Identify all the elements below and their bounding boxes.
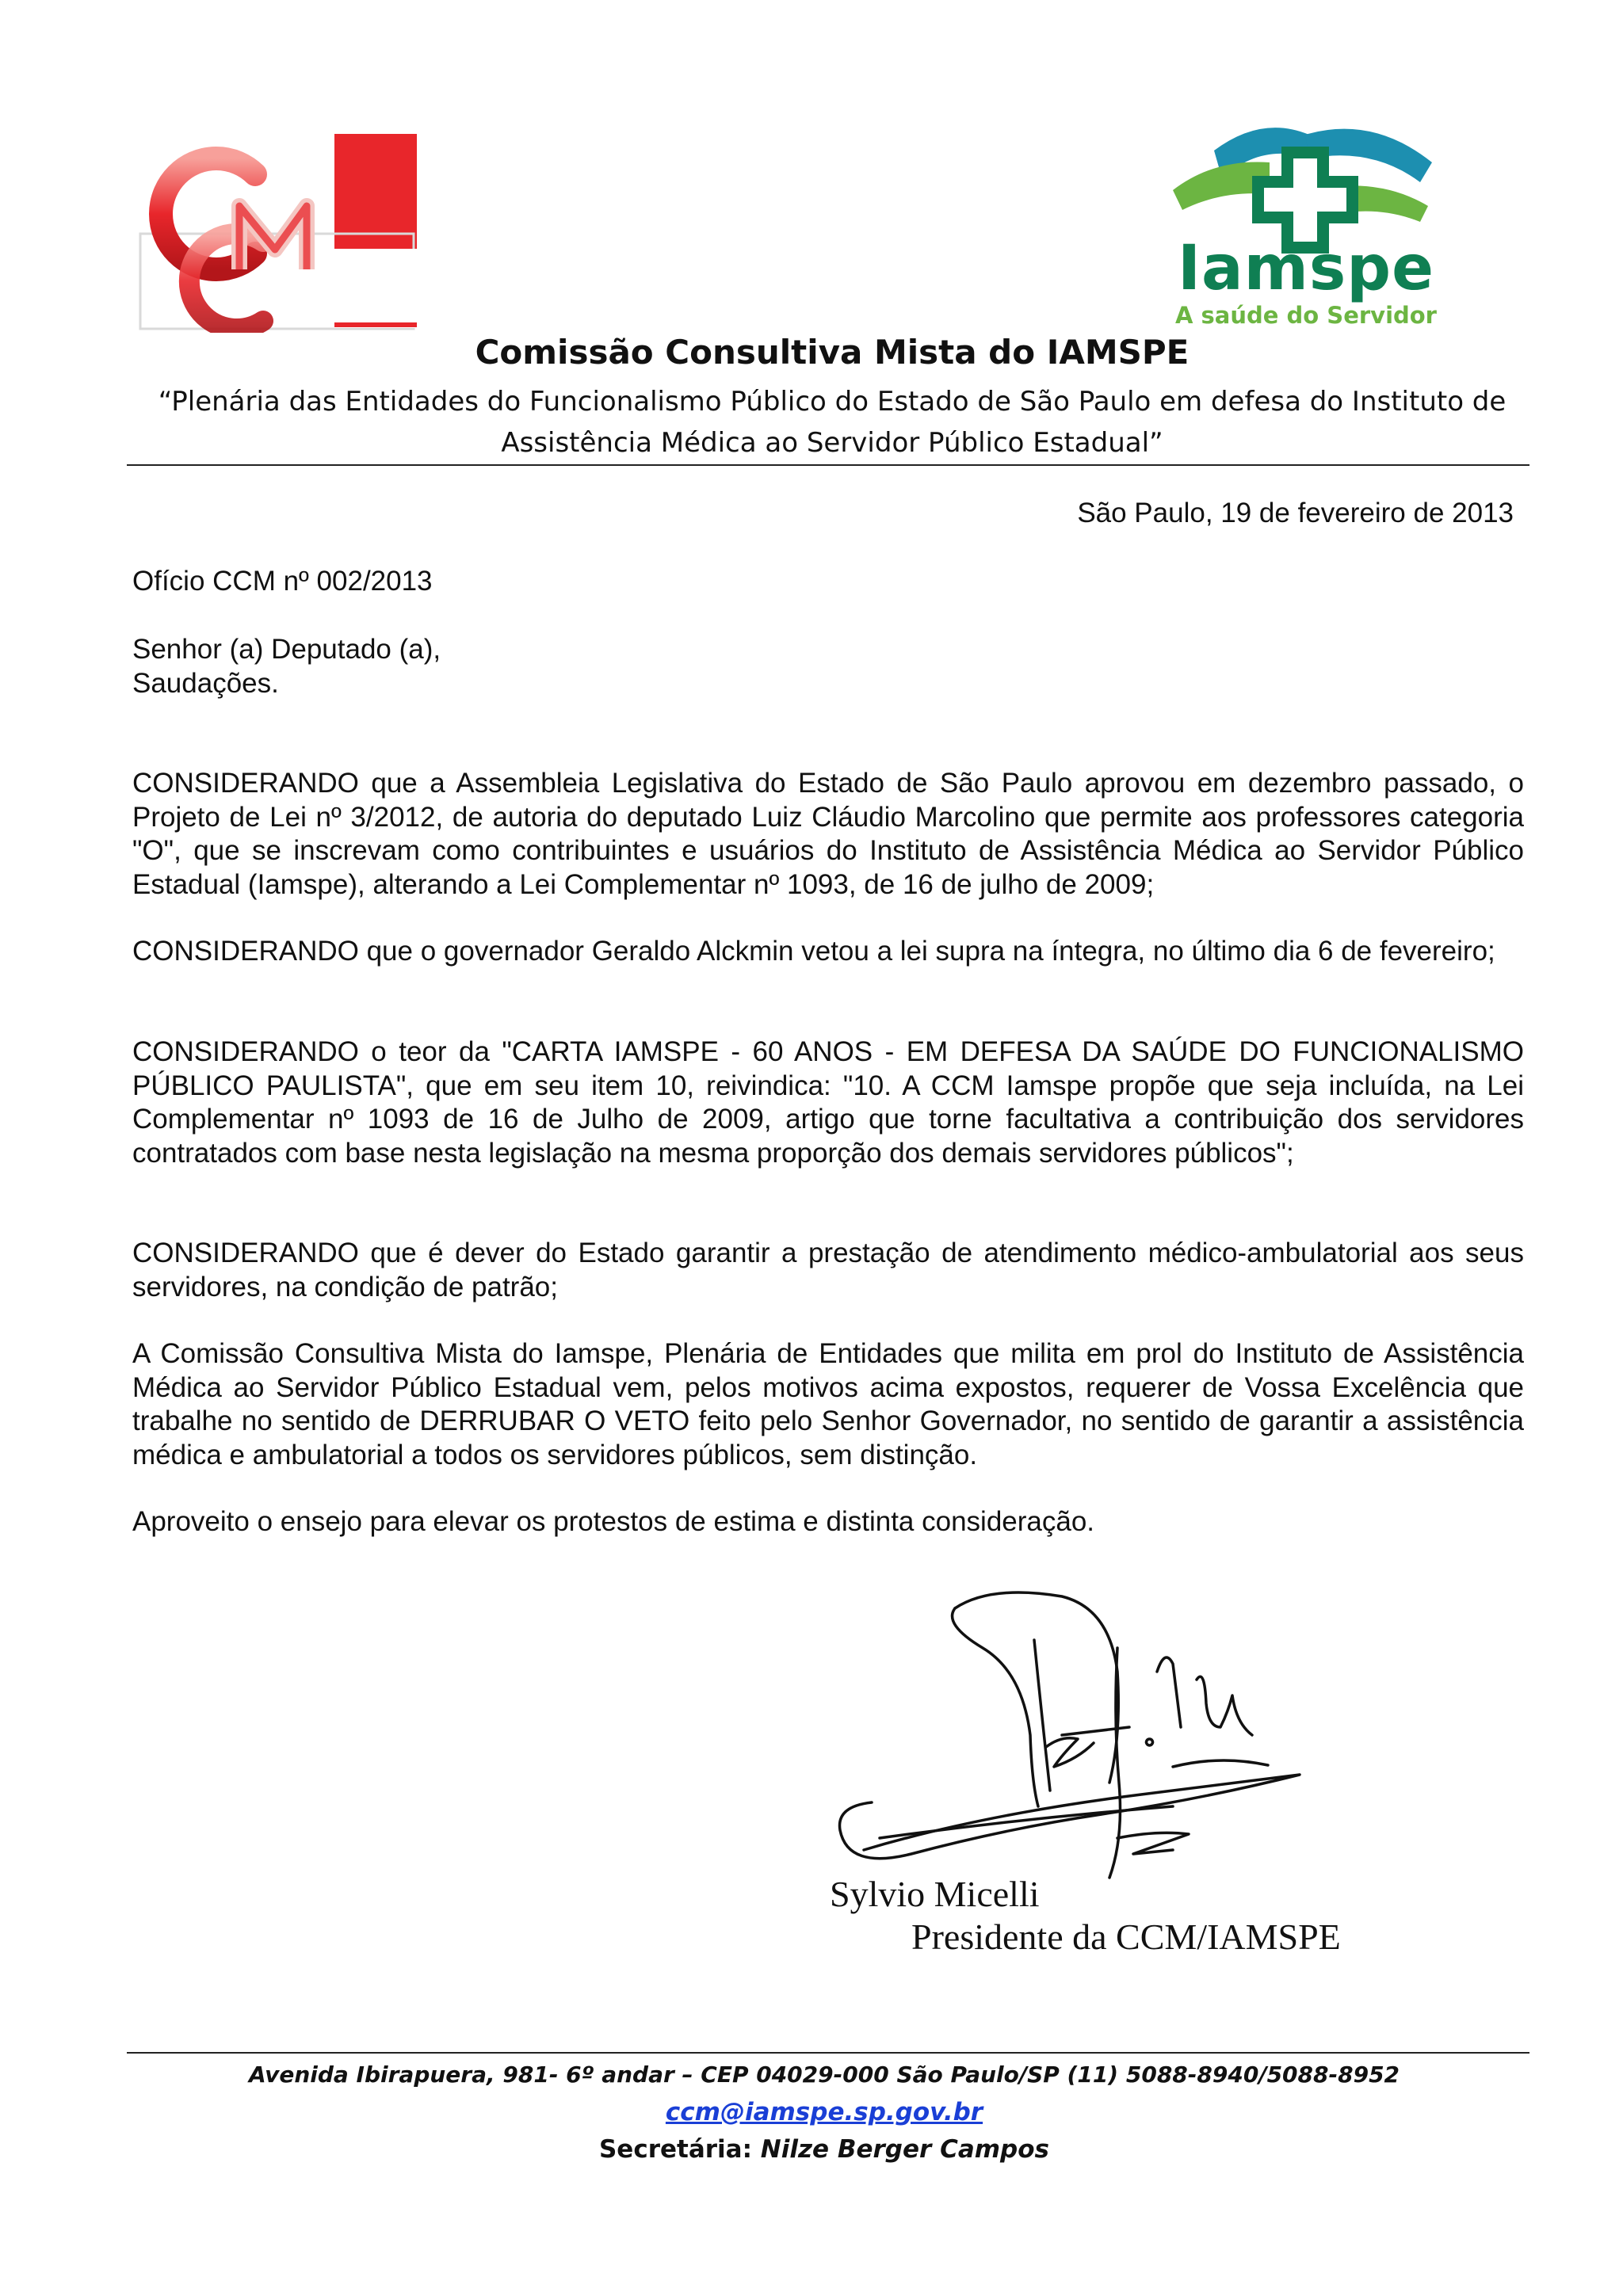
iamspe-logo-name: Iamspe — [1177, 233, 1435, 304]
paragraph-3: CONSIDERANDO o teor da "CARTA IAMSPE - 60 ANOS - EM DEFESA DA SAÚDE DO FUNCIONALISMO PÚBLICO PAULISTA", que em seu item 10, reivindica: "10. A CCM Iamspe propõe que seja incluída, na Lei Complementar nº 1093 de 16 de Julho de 2009, artigo que torne facultativa a contribuição dos servidores contratados com base nesta legislação na mesma proporção dos demais servidores públicos"; — [132, 1036, 1524, 1169]
letterhead-subtitle-line1: “Plenária das Entidades do Funcionalismo Público do Estado de São Paulo em defesa do Instituto de — [158, 386, 1507, 418]
paragraph-6: Aproveito o ensejo para elevar os protestos de estima e distinta consideração. — [132, 1506, 1095, 1537]
letterhead-title: Comissão Consultiva Mista do IAMSPE — [475, 333, 1190, 372]
header-divider — [127, 464, 1529, 466]
secretary-label: Secretária: — [598, 2135, 752, 2164]
letterhead-subtitle-line2: Assistência Médica ao Servidor Público Estadual” — [501, 427, 1163, 459]
paragraph-2: CONSIDERANDO que o governador Geraldo Alckmin vetou a lei supra na íntegra, no último dia 6 de fevereiro; — [132, 936, 1495, 967]
paragraph-5: A Comissão Consultiva Mista do Iamspe, Plenária de Entidades que milita em prol do Instituto de Assistência Médica ao Servidor Público Estadual vem, pelos motivos acima expostos, requerer de Vossa Excelência que trabalhe no sentido de DERRUBAR O VETO feito pelo Senhor Governador, no sentido de garantir a assistência médica e ambulatorial a todos os servidores públicos, sem distinção. — [132, 1338, 1524, 1470]
oficio-number: Ofício CCM nº 002/2013 — [132, 566, 433, 597]
letterhead-subtitle — [143, 381, 1522, 463]
signatory-title: Presidente da CCM/IAMSPE — [911, 1917, 1341, 1957]
paragraph-4: CONSIDERANDO que é dever do Estado garantir a prestação de atendimento médico-ambulatorial aos seus servidores, na condição de patrão; — [132, 1238, 1524, 1302]
footer-divider — [127, 2052, 1529, 2054]
footer-secretary — [0, 2135, 1623, 2164]
letter-date: São Paulo, 19 de fevereiro de 2013 — [1077, 498, 1514, 528]
salutation-line1: Senhor (a) Deputado (a), — [132, 634, 441, 665]
ccm-logo-icon — [136, 131, 422, 333]
footer-address: Avenida Ibirapuera, 981- 6º andar – CEP 04029-000 São Paulo/SP (11) 5088-8940/5088-8952 — [248, 2061, 1400, 2088]
salutation-line2: Saudações. — [132, 667, 279, 699]
secretary-name: Nilze Berger Campos — [760, 2135, 1050, 2164]
signature-icon — [824, 1577, 1395, 1909]
footer-email-link[interactable]: ccm@iamspe.sp.gov.br — [665, 2098, 983, 2126]
paragraph-1: CONSIDERANDO que a Assembleia Legislativa do Estado de São Paulo aprovou em dezembro passado, o Projeto de Lei nº 3/2012, de autoria do deputado Luiz Cláudio Marcolino que permite aos professores categoria "O", que se inscrevam como contribuintes e usuários do Instituto de Assistência Médica ao Servidor Público Estadual (Iamspe), alterando a Lei Complementar nº 1093, de 16 de julho de 2009; — [132, 768, 1524, 900]
signatory-name: Sylvio Micelli — [830, 1874, 1040, 1914]
salutation — [132, 633, 1524, 700]
iamspe-logo-tagline: A saúde do Servidor — [1174, 302, 1437, 329]
